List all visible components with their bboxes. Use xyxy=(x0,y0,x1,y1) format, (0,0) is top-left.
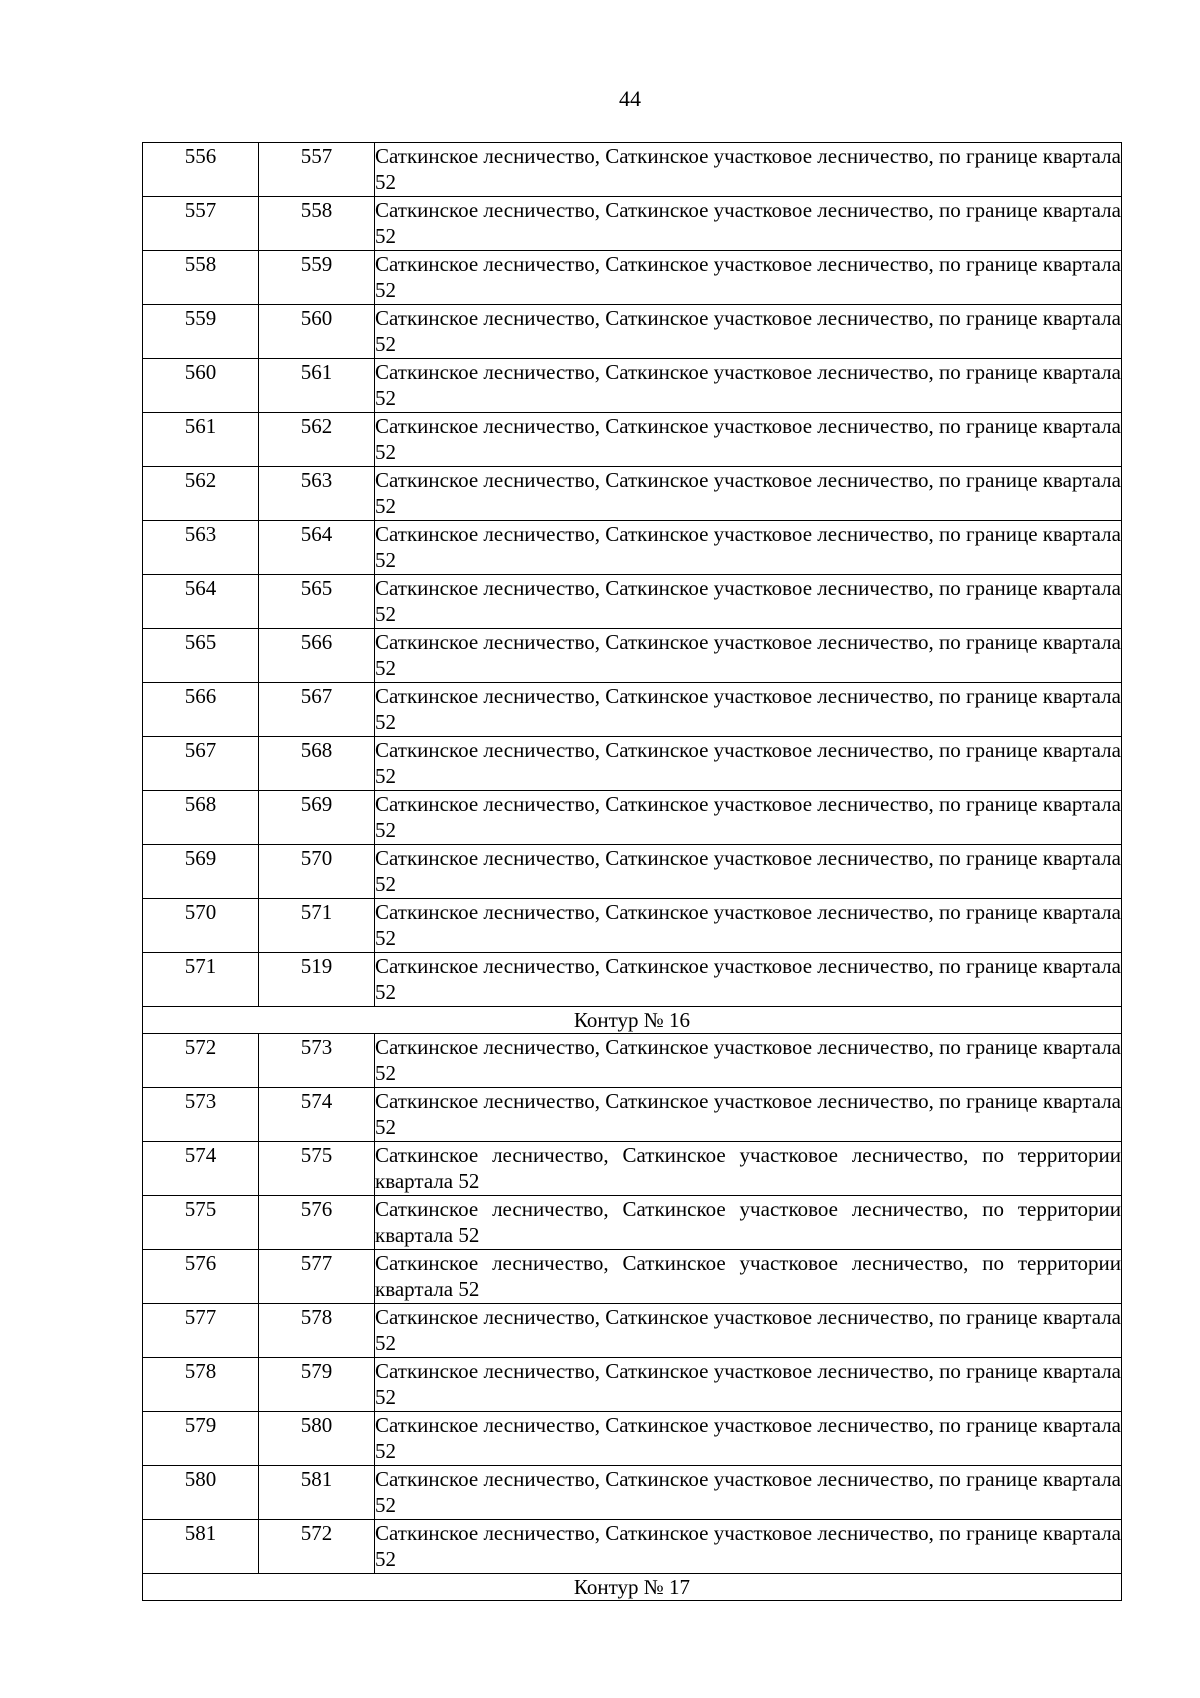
table-row xyxy=(143,1466,1122,1520)
point-to-cell: 567 xyxy=(259,683,375,737)
point-to-cell: 569 xyxy=(259,791,375,845)
point-to-cell: 563 xyxy=(259,467,375,521)
point-to-cell: 578 xyxy=(259,1304,375,1358)
contour-17-heading: Контур № 17 xyxy=(143,1574,1122,1601)
point-to-cell: 557 xyxy=(259,143,375,197)
point-from-cell: 567 xyxy=(143,737,259,791)
boundary-description-cell: Саткинское лесничество, Саткинское участковое лесничество, по границе квартала 52 xyxy=(375,413,1122,467)
page-number: 44 xyxy=(619,86,641,111)
point-to-cell: 573 xyxy=(259,1034,375,1088)
point-from-cell: 573 xyxy=(143,1088,259,1142)
point-to-cell: 560 xyxy=(259,305,375,359)
boundary-description-cell: Саткинское лесничество, Саткинское участковое лесничество, по границе квартала 52 xyxy=(375,575,1122,629)
point-to-cell: 576 xyxy=(259,1196,375,1250)
point-from-cell: 569 xyxy=(143,845,259,899)
point-to-cell: 564 xyxy=(259,521,375,575)
table-row xyxy=(143,251,1122,305)
point-from-cell: 560 xyxy=(143,359,259,413)
boundary-description-cell: Саткинское лесничество, Саткинское участковое лесничество, по границе квартала 52 xyxy=(375,1466,1122,1520)
boundary-description-cell: Саткинское лесничество, Саткинское участковое лесничество, по границе квартала 52 xyxy=(375,467,1122,521)
table-row xyxy=(143,683,1122,737)
contour-16-section xyxy=(143,1034,1122,1574)
boundary-description-cell: Саткинское лесничество, Саткинское участковое лесничество, по границе квартала 52 xyxy=(375,1358,1122,1412)
table-row xyxy=(143,1250,1122,1304)
boundary-description-cell: Саткинское лесничество, Саткинское участковое лесничество, по территории квартала 52 xyxy=(375,1142,1122,1196)
table-row xyxy=(143,521,1122,575)
point-from-cell: 566 xyxy=(143,683,259,737)
table-row xyxy=(143,143,1122,197)
table-row xyxy=(143,575,1122,629)
contour-16-header-group xyxy=(143,1007,1122,1034)
point-from-cell: 556 xyxy=(143,143,259,197)
contour-15-section xyxy=(143,143,1122,1007)
boundary-description-cell: Саткинское лесничество, Саткинское участковое лесничество, по границе квартала 52 xyxy=(375,683,1122,737)
point-to-cell: 566 xyxy=(259,629,375,683)
point-from-cell: 561 xyxy=(143,413,259,467)
point-to-cell: 561 xyxy=(259,359,375,413)
point-from-cell: 562 xyxy=(143,467,259,521)
point-from-cell: 581 xyxy=(143,1520,259,1574)
table-row xyxy=(143,413,1122,467)
point-to-cell: 558 xyxy=(259,197,375,251)
point-to-cell: 577 xyxy=(259,1250,375,1304)
point-from-cell: 568 xyxy=(143,791,259,845)
boundary-description-cell: Саткинское лесничество, Саткинское участковое лесничество, по границе квартала 52 xyxy=(375,899,1122,953)
boundary-description-cell: Саткинское лесничество, Саткинское участковое лесничество, по границе квартала 52 xyxy=(375,305,1122,359)
boundary-description-cell: Саткинское лесничество, Саткинское участковое лесничество, по границе квартала 52 xyxy=(375,629,1122,683)
point-from-cell: 571 xyxy=(143,953,259,1007)
point-from-cell: 572 xyxy=(143,1034,259,1088)
point-from-cell: 558 xyxy=(143,251,259,305)
point-to-cell: 559 xyxy=(259,251,375,305)
boundary-description-cell: Саткинское лесничество, Саткинское участковое лесничество, по границе квартала 52 xyxy=(375,143,1122,197)
table-row xyxy=(143,1358,1122,1412)
boundary-description-cell: Саткинское лесничество, Саткинское участковое лесничество, по территории квартала 52 xyxy=(375,1250,1122,1304)
boundary-description-cell: Саткинское лесничество, Саткинское участковое лесничество, по границе квартала 52 xyxy=(375,845,1122,899)
point-to-cell: 574 xyxy=(259,1088,375,1142)
point-from-cell: 564 xyxy=(143,575,259,629)
point-from-cell: 577 xyxy=(143,1304,259,1358)
point-from-cell: 565 xyxy=(143,629,259,683)
point-from-cell: 574 xyxy=(143,1142,259,1196)
boundary-description-table xyxy=(142,142,1122,1601)
boundary-description-cell: Саткинское лесничество, Саткинское участковое лесничество, по границе квартала 52 xyxy=(375,953,1122,1007)
point-from-cell: 559 xyxy=(143,305,259,359)
boundary-description-cell: Саткинское лесничество, Саткинское участковое лесничество, по границе квартала 52 xyxy=(375,737,1122,791)
table-row xyxy=(143,791,1122,845)
boundary-description-cell: Саткинское лесничество, Саткинское участковое лесничество, по границе квартала 52 xyxy=(375,521,1122,575)
boundary-description-cell: Саткинское лесничество, Саткинское участковое лесничество, по границе квартала 52 xyxy=(375,251,1122,305)
point-from-cell: 563 xyxy=(143,521,259,575)
point-from-cell: 575 xyxy=(143,1196,259,1250)
contour-heading-row xyxy=(143,1574,1122,1601)
point-from-cell: 578 xyxy=(143,1358,259,1412)
point-to-cell: 568 xyxy=(259,737,375,791)
point-to-cell: 565 xyxy=(259,575,375,629)
table-row xyxy=(143,1412,1122,1466)
table-row xyxy=(143,845,1122,899)
boundary-description-cell: Саткинское лесничество, Саткинское участковое лесничество, по границе квартала 52 xyxy=(375,359,1122,413)
table-row xyxy=(143,629,1122,683)
table-row xyxy=(143,737,1122,791)
table-row xyxy=(143,1304,1122,1358)
table-row xyxy=(143,1520,1122,1574)
point-to-cell: 572 xyxy=(259,1520,375,1574)
table-row xyxy=(143,1196,1122,1250)
table-row xyxy=(143,197,1122,251)
table-row xyxy=(143,359,1122,413)
point-to-cell: 579 xyxy=(259,1358,375,1412)
table-row xyxy=(143,899,1122,953)
point-from-cell: 557 xyxy=(143,197,259,251)
boundary-description-cell: Саткинское лесничество, Саткинское участковое лесничество, по границе квартала 52 xyxy=(375,1088,1122,1142)
point-to-cell: 519 xyxy=(259,953,375,1007)
point-to-cell: 575 xyxy=(259,1142,375,1196)
point-from-cell: 580 xyxy=(143,1466,259,1520)
boundary-description-cell: Саткинское лесничество, Саткинское участковое лесничество, по территории квартала 52 xyxy=(375,1196,1122,1250)
contour-heading-row xyxy=(143,1007,1122,1034)
boundary-description-cell: Саткинское лесничество, Саткинское участковое лесничество, по границе квартала 52 xyxy=(375,791,1122,845)
point-from-cell: 576 xyxy=(143,1250,259,1304)
point-to-cell: 562 xyxy=(259,413,375,467)
boundary-description-cell: Саткинское лесничество, Саткинское участковое лесничество, по границе квартала 52 xyxy=(375,1520,1122,1574)
contour-17-header-group xyxy=(143,1574,1122,1601)
point-from-cell: 579 xyxy=(143,1412,259,1466)
point-to-cell: 571 xyxy=(259,899,375,953)
boundary-description-cell: Саткинское лесничество, Саткинское участковое лесничество, по границе квартала 52 xyxy=(375,1412,1122,1466)
boundary-description-cell: Саткинское лесничество, Саткинское участковое лесничество, по границе квартала 52 xyxy=(375,1304,1122,1358)
table-row xyxy=(143,953,1122,1007)
point-from-cell: 570 xyxy=(143,899,259,953)
boundary-description-cell: Саткинское лесничество, Саткинское участковое лесничество, по границе квартала 52 xyxy=(375,197,1122,251)
table-row xyxy=(143,1142,1122,1196)
point-to-cell: 570 xyxy=(259,845,375,899)
table-row xyxy=(143,1088,1122,1142)
contour-16-heading: Контур № 16 xyxy=(143,1007,1122,1034)
table-row xyxy=(143,305,1122,359)
table-row xyxy=(143,467,1122,521)
point-to-cell: 581 xyxy=(259,1466,375,1520)
point-to-cell: 580 xyxy=(259,1412,375,1466)
table-row xyxy=(143,1034,1122,1088)
boundary-description-cell: Саткинское лесничество, Саткинское участковое лесничество, по границе квартала 52 xyxy=(375,1034,1122,1088)
